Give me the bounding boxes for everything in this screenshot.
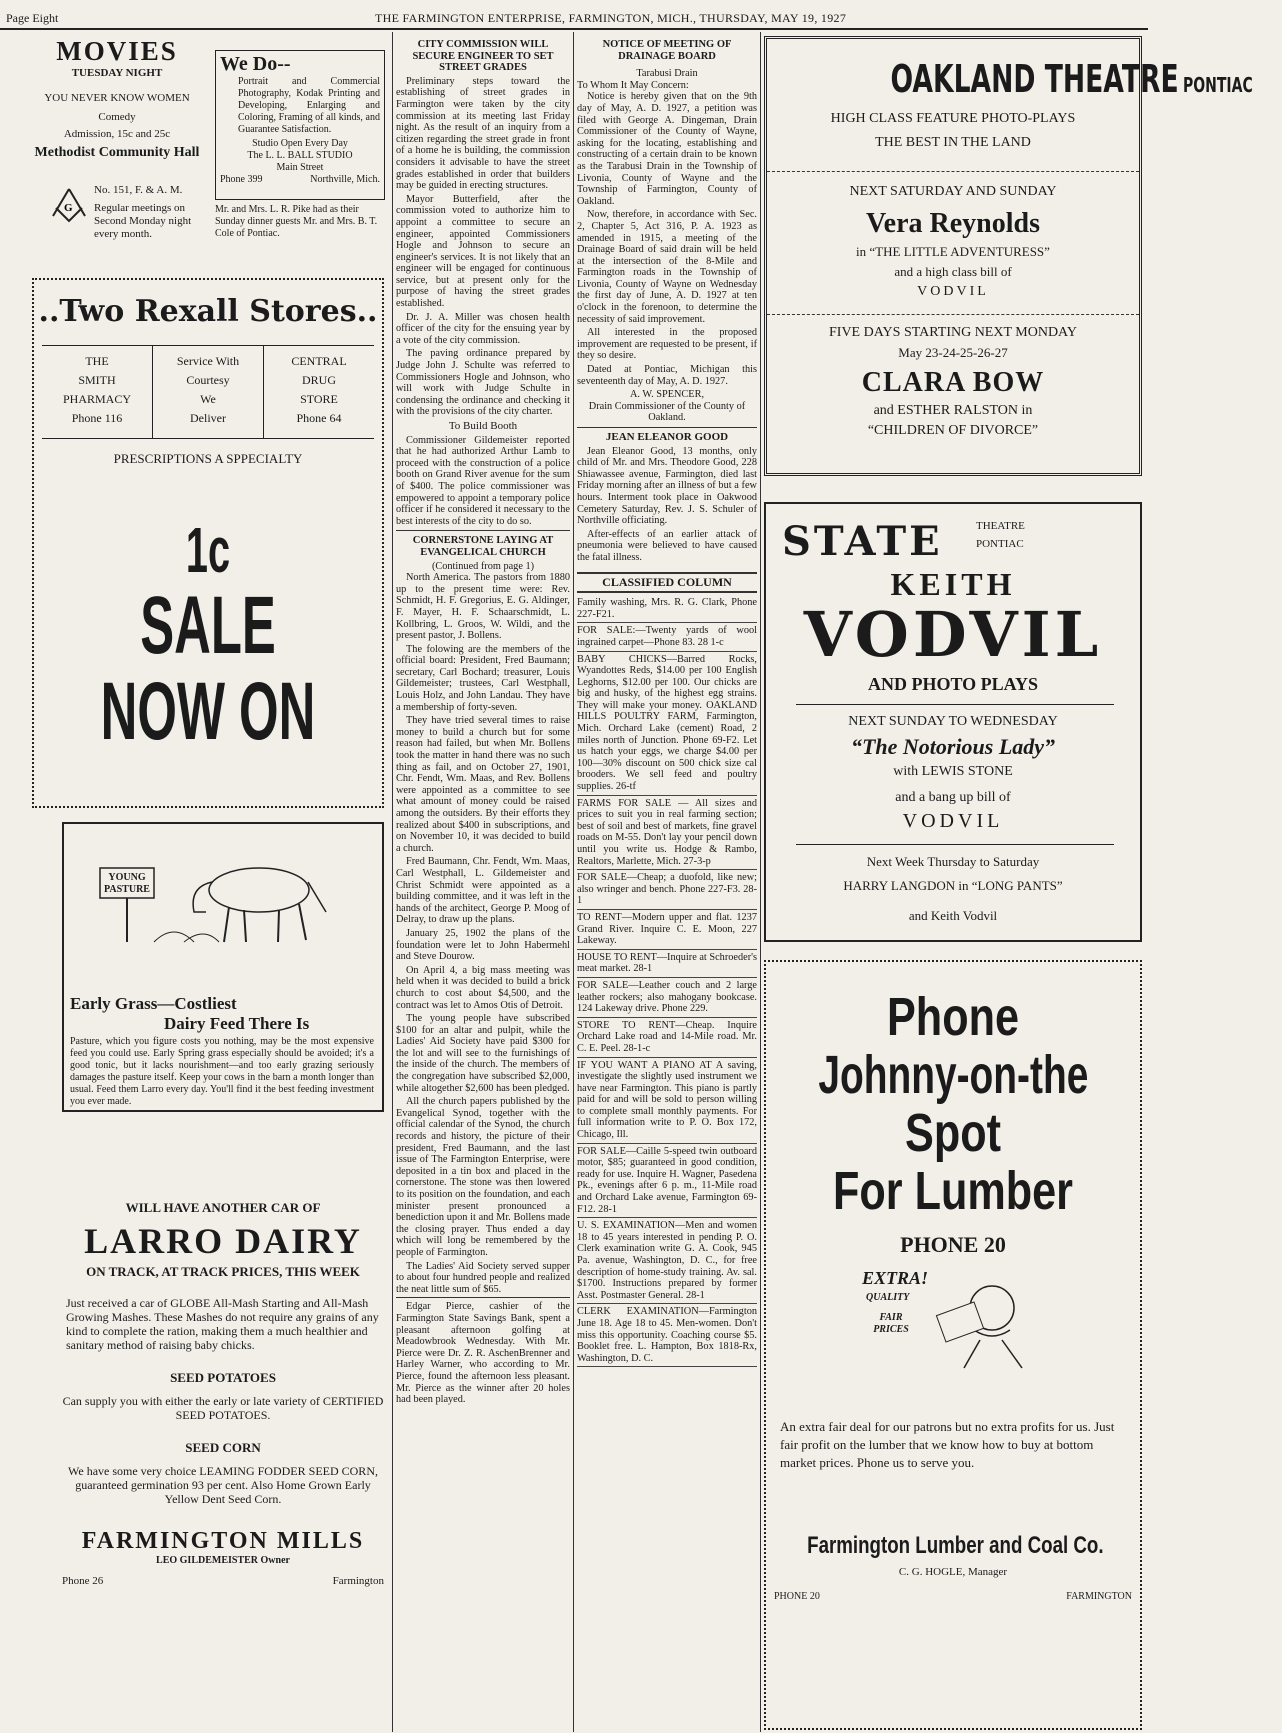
store-line: We [200, 392, 216, 406]
oakland-and: and ESTHER RALSTON in [873, 403, 1033, 418]
divider [796, 704, 1114, 705]
commission-para: Mayor Butterfield, after the commission voted to authorize him to appoint a committee to secure an engineer, appointed Commissioners Hogle and Johnson to secure an engineer's services. It is not likely that an engineer will be engaged for continuous service, but at present only for the purpose of having the street grades established. [396, 193, 570, 310]
state-keith2: and Keith Vodvil [908, 908, 998, 923]
rexall-spec: PRESCRIPTIONS A SPPECIALTY [113, 451, 303, 466]
classified-item: Family washing, Mrs. R. G. Clark, Phone 227-F21. [577, 595, 757, 623]
oakland-five: FIVE DAYS STARTING NEXT MONDAY [767, 314, 1139, 341]
lumber-word: Spot [905, 1103, 1001, 1163]
lumber-mgr: C. G. HOGLE, Manager [898, 1566, 1008, 1578]
pasture-sign: YOUNG PASTURE [104, 872, 150, 895]
oakland-theatre-ad [764, 36, 1253, 476]
central-drug-store [264, 346, 374, 438]
booth-para: Commissioner Gildemeister reported that he had authorized Arthur Lamb to proceed with the construction of a police booth on Grand River avenue for the sum of $400. The police commissioner was empowered to appoint a temporary police officer if he considered it necessary to the best interests of the city to do so. [396, 434, 570, 527]
page-number: Page Eight [6, 11, 59, 25]
store-line: Phone 64 [296, 411, 342, 425]
church-para: The Ladies' Aid Society served supper to about four hundred people and realized the neat little sum of $65. [396, 1260, 570, 1295]
drain-para: Now, therefore, in accordance with Sec. 2, Chapter 5, Act 316, P. A. 1923 as amended in 1915, a meeting of the Drainage Board of said drain will be held at the intersection of the 8-Mile and Farmington roads in the Township of Livonia, County of Wayne on Wednesday the first day of June, A. D. 1927 at ten o'clock in the forenoon, to determine the necessity of said improvement. [577, 209, 757, 325]
church-para: All the church papers published by the Evangelical Synod, together with the official calendar of the Synod, the church records and history, the picture of their president, Fred Baumann, and the last issue of The Farmington Enterprise, were deposited in a tin box and placed in the cornerstone. The stone was then lowered to its position on the foundation, and each minister present pronounced a benediction upon it and Mr. Bollens made the closing prayer. Thus ended a day which will long be remembered by the people of Farmington. [396, 1096, 570, 1258]
church-para: They have tried several times to raise money to build a church but for some reason had failed, but when Mr. Bollens took the matter in hand there was no such thing as fail, and on October 27, 1901, Chr. Fendt, Wm. Maas, and Rev. Bollens were appointed as a committee to see what amount of money could be raised among the outsiders. By their efforts they realized about $400 in subscriptions, and on November 10, it was decided to build a church. [396, 715, 570, 854]
store-line: SMITH [78, 373, 116, 387]
oakland-bill: and a high class bill of [894, 264, 1012, 279]
store-line: STORE [300, 392, 338, 406]
social-note: Mr. and Mrs. L. R. Pike had as their Sunday dinner guests Mr. and Mrs. B. T. Cole of Pontiac. [215, 204, 378, 239]
store-line: Deliver [190, 411, 226, 425]
drain-sign1: A. W. SPENCER, [629, 389, 705, 401]
lumber-name-row [766, 1532, 1140, 1560]
classified-item: TO RENT—Modern upper and flat. 1237 Grand River. Inquire C. E. Moon, 227 Lakeway. [577, 910, 757, 950]
grass-body: Pasture, which you figure costs you nothing, may be the most expensive feed you could use. Early Spring grass especially should be avoided; it's a good tonic, but it lacks nourishment—and too early grazing seriously damages the pasture itself. Keep your cows in the barn a month longer than usual. Feed them Larro every day. You'll find it the best feeding investment you ever made. [70, 1036, 374, 1107]
store-line: Service With [176, 354, 240, 368]
masonic-icon [50, 186, 88, 224]
commission-para: Preliminary steps toward the establishing of street grades in Farmington were taken by the city commission at its meeting last Friday night. As the result of an inquiry from a citizen regarding the street grade in front of a home he is building, the commission considers it advisable to have the street grades established in order that builders may be guided in erecting structures. [396, 75, 570, 192]
sale-1c: 1c [185, 514, 231, 586]
classified-item: HOUSE TO RENT—Inquire at Schroeder's meat market. 28-1 [577, 950, 757, 978]
classified-item: STORE TO RENT—Cheap. Inquire Orchard Lake road and 14-Mile road. Mr. C. E. Peel. 28-1-c [577, 1018, 757, 1058]
drain-to: To Whom It May Concern: [577, 79, 689, 91]
lodge-notice [50, 180, 210, 260]
classified-item: BABY CHICKS—Barred Rocks, Wyandottes Reds, $14.00 per 100 English Leghorns, $12.00 per 100. Our chicks are big and husky, of the highest egg strains. They will make your money. OAKLAND HILLS POULTRY FARM, Farmington, Mich. Orchard Lake (cement) Road, 2 miles north of Junction. Phone 69-F2. Let us hatch your eggs, we charge $4.00 per 100—30% discount on 500 chick size cal brooders. We sell feed and poultry supplies. 26-tf [577, 652, 757, 796]
rexall-ad [32, 278, 384, 808]
classified-head: CLASSIFIED COLUMN [577, 572, 757, 594]
lodge-line2: Regular meetings on Second Monday night every month. [94, 202, 192, 240]
state-with: with LEWIS STONE [893, 764, 1013, 779]
lumber-word: Johnny-on-the [818, 1045, 1089, 1105]
drain-sub: Tarabusi Drain [636, 68, 698, 80]
church-para: On April 4, a big mass meeting was held when it was decided to build a brick church to cost about $4,500, and the contract was let to Amos Otis of Detroit. [396, 964, 570, 1011]
news-column-2 [396, 36, 570, 1730]
potato-body: Can supply you with either the early or late variety of CERTIFIED SEED POTATOES. [62, 1394, 384, 1422]
state-langdon: HARRY LANGDON in “LONG PANTS” [843, 878, 1063, 893]
service-note [153, 346, 264, 438]
classified-item: FOR SALE—Leather couch and 2 large leather rockers; also mahogany bookcase. 124 Lakeway drive. Phone 229. [577, 978, 757, 1018]
lumber-name: Farmington Lumber and Coal Co. [807, 1532, 1104, 1559]
oakland-city: PONTIAC [1182, 73, 1253, 97]
obit-body2: After-effects of an earlier attack of pneumonia were believed to have caused the fatal illness. [577, 528, 757, 563]
potato-head: SEED POTATOES [170, 1370, 276, 1385]
classified-item: U. S. EXAMINATION—Men and women 18 to 45 years interested in pending P. O. Clerk examination write G. A. Cook, 945 Pa. avenue, Washington, D. C., for free description of home-study training. Av. sal. $1700. Instructions prepared by former Asst. Postmaster General. 28-1 [577, 1218, 757, 1304]
classified-item: CLERK EXAMINATION—Farmington June 18. Age 18 to 45. Men-women. Don't miss this opportunity. Coaching course $5. Booklet free. L. Hampton, Box 1818-Rx, Washington, D. C. [577, 1304, 757, 1367]
classified-item: FARMS FOR SALE — All sizes and prices to suit you in real farming section; best of soil and best of markets, fine gravel roads on M-55. Don't lay your pencil down until you write us. Hodge & Rambo, Realtors, Marlette, Mich. 27-3-p [577, 796, 757, 871]
studio-name: The L. L. BALL STUDIO [247, 150, 353, 161]
page-header [0, 0, 1148, 30]
lodge-line1: No. 151, F. & A. M. [94, 184, 183, 196]
lumber-l1 [766, 986, 1140, 1048]
state-bang: and a bang up bill of [895, 790, 1011, 805]
state-vodvil: VODVIL [803, 598, 1103, 671]
movies-title: MOVIES [56, 36, 178, 66]
oakland-film2: “CHILDREN OF DIVORCE” [867, 423, 1039, 438]
classified-item: IF YOU WANT A PIANO AT A saving, investigate the slightly used instrument we have near Farmington. This piano is partly paid for and will be sold to person willing to complete small monthly payments. For full information write to P. O. Box 172, Chicago, Ill. [577, 1058, 757, 1144]
church-para: Edgar Pierce, cashier of the Farmington State Savings Bank, spent a pleasant afternoon golfing at Meadowbrook Wednesday. With Mr. Pierce were Dr. Z. R. AschenBrenner and Harley Warner, who according to Mr. Pierce, found the afternoon less pleasant. Mr. Pierce as the winner after 20 holes had been played. [396, 1297, 570, 1405]
oakland-film: in “THE LITTLE ADVENTURESS” [856, 244, 1050, 259]
oakland-title: OAKLAND THEATRE [890, 57, 1179, 101]
corn-body: We have some very choice LEAMING FODDER SEED CORN, guaranteed germination 93 per cent. Also Home Grown Early Yellow Dent Seed Corn. [68, 1464, 378, 1506]
state-week: Next Week Thursday to Saturday [866, 854, 1040, 869]
studio-title: We Do-- [220, 53, 291, 75]
movies-ad [22, 36, 212, 166]
church-para: North America. The pastors from 1880 up to the present time were: Rev. Schmidt, H. F. Gregorius, E. G. Aldinger, F. Mayer, H. F. Schaarschmidt, L. Kollbring, L. Groos, W. Wildi, and the present pastor, J. Bollens. [396, 572, 570, 642]
lumber-quality: QUALITY [866, 1292, 910, 1303]
grass-head2: Dairy Feed There Is [164, 1014, 310, 1033]
drain-head: NOTICE OF MEETING OF DRAINAGE BOARD [602, 39, 732, 62]
commission-head: CITY COMMISSION WILL SECURE ENGINEER TO SET STREET GRADES [412, 39, 554, 74]
movies-admission: Admission, 15c and 25c [63, 128, 171, 140]
mills-owner: LEO GILDEMEISTER Owner [156, 1555, 290, 1566]
rexall-stores [42, 345, 374, 439]
masthead: THE FARMINGTON ENTERPRISE, FARMINGTON, MICH., THURSDAY, MAY 19, 1927 [375, 11, 847, 25]
oakland-star: Vera Reynolds [866, 208, 1040, 239]
studio-street: Main Street [276, 162, 324, 173]
mills-will: WILL HAVE ANOTHER CAR OF [125, 1200, 321, 1215]
state-vodvil2: VODVIL [902, 810, 1004, 832]
sale-word: SALE [140, 580, 276, 671]
news-column-3 [577, 36, 757, 1730]
store-line: CENTRAL [291, 354, 347, 368]
state-film: “The Notorious Lady” [850, 734, 1056, 759]
rexall-title: ..Two Rexall Stores.. [38, 294, 378, 329]
svg-text:G: G [64, 202, 73, 214]
state-theatre-ad [764, 502, 1142, 942]
grass-head1: Early Grass—Costliest [70, 994, 237, 1013]
store-line: THE [85, 354, 109, 368]
church-cont: (Continued from page 1) [431, 560, 535, 572]
divider [796, 844, 1114, 845]
column-rule [760, 32, 761, 1732]
lumber-p20: PHONE 20 [774, 1591, 820, 1602]
booth-head: To Build Booth [448, 420, 518, 432]
lumber-ad [764, 960, 1142, 1730]
oakland-next: NEXT SATURDAY AND SUNDAY [767, 171, 1139, 200]
larro-grass-ad [62, 822, 384, 1112]
drain-sign2: Drain Commissioner of the County of Oakland. [588, 400, 746, 424]
obit-head: JEAN ELEANOR GOOD [577, 427, 757, 444]
oakland-dates: May 23-24-25-26-27 [898, 345, 1008, 360]
church-head: CORNERSTONE LAYING AT EVANGELICAL CHURCH [396, 530, 570, 558]
farmington-mills-ad [62, 1200, 384, 1640]
corn-head: SEED CORN [185, 1440, 261, 1455]
movies-film: YOU NEVER KNOW WOMEN [44, 92, 190, 104]
mills-track: ON TRACK, AT TRACK PRICES, THIS WEEK [86, 1264, 360, 1279]
store-line: Phone 116 [71, 411, 123, 425]
mills-globe: Just received a car of GLOBE All-Mash Starting and All-Mash Growing Mashes. These Mashes do not require any grains of any kind to complete the ration, making them a much healthier and sanitary method of raising baby chicks. [66, 1296, 379, 1352]
rexall-big [34, 514, 382, 757]
studio-body: Portrait and Commercial Photography, Kodak Printing and Developing, Enlarging and Coloring, Framing of all kinds, and Guarantee Satisfaction. [238, 76, 380, 135]
studio-town: Northville, Mich. [310, 174, 380, 185]
oakland-tag2: THE BEST IN THE LAND [875, 135, 1031, 150]
lumber-l2 [766, 1044, 1140, 1106]
state-title: STATE [782, 518, 943, 565]
studio-phone: Phone 399 [220, 174, 263, 185]
lumber-l3 [766, 1102, 1140, 1164]
classified-item: FOR SALE—Cheap; a duofold, like new; also wringer and bench. Phone 227-F3. 28-1 [577, 870, 757, 910]
movies-sub: TUESDAY NIGHT [71, 67, 163, 79]
lumber-town: FARMINGTON [1066, 1591, 1132, 1602]
store-line: PHARMACY [62, 392, 131, 406]
church-para: The young people have subscribed $100 for an altar and pulpit, while the Ladies' Aid Society have paid $300 for the lot and will see to the furnishings of the inside of the church. The members of the congregation have subscribed $2,000, while altogether $2,600 has been pledged. [396, 1013, 570, 1094]
drain-para: Notice is hereby given that on the 9th day of May, A. D. 1927, a petition was filed with George A. Dingeman, Drain Commissioner of the County of Wayne, asking for the locating, establishing and constructing of a certain drain to be known as the Tarabusi Drain in the Township of Livonia, County of Wayne and the Township of Farmington, County of Oakland. [577, 91, 757, 207]
movies-venue: Methodist Community Hall [34, 145, 200, 160]
commission-para: Dr. J. A. Miller was chosen health officer of the city for the ensuing year by a vote of the city commission. [396, 311, 570, 346]
lumber-deal: An extra fair deal for our patrons but no extra profits for us. Just fair profit on the lumber that we know how to buy at bottom market prices. Phone us to serve you. [780, 1419, 1115, 1470]
commission-para: The paving ordinance prepared by Judge John J. Schulte was referred to Commissioners Hogle and Johnson, who will work with Judge Schulte in condensing the ordinance and checking it with the provisions of the city charter. [396, 348, 570, 418]
lumber-fair: FAIR PRICES [873, 1312, 909, 1335]
smith-pharmacy [42, 346, 153, 438]
church-para: Fred Baumann, Chr. Fendt, Wm. Maas, Carl Westphall, L. Gildemeister and Christ Schmidt were appointed as a building committee, and it was left in the hands of the architect, George P. Moog of Delray, to draw up the plans. [396, 856, 570, 926]
mills-town: Farmington [332, 1575, 384, 1587]
movies-genre: Comedy [98, 111, 136, 123]
sale-now-on: NOW ON [100, 666, 316, 757]
state-city: PONTIAC [976, 538, 1024, 550]
store-line: Courtesy [186, 373, 230, 387]
studio-open: Studio Open Every Day [252, 138, 348, 149]
oakland-tag1: HIGH CLASS FEATURE PHOTO-PLAYS [830, 111, 1076, 126]
lumber-l4 [766, 1160, 1140, 1222]
mills-larro: LARRO DAIRY [84, 1221, 362, 1261]
classified-item: FOR SALE:—Twenty yards of wool ingrained carpet—Phone 83. 28 1-c [577, 623, 757, 651]
column-rule [573, 32, 574, 1732]
drain-para: All interested in the proposed improvement are requested to be present, if they so desire. [577, 327, 757, 362]
lumber-extra: EXTRA! [862, 1268, 929, 1288]
drain-para: Dated at Pontiac, Michigan this seventeenth day of May, A. D. 1927. [577, 364, 757, 387]
lumber-phone: PHONE 20 [900, 1232, 1006, 1257]
studio-ad [215, 50, 385, 200]
lumber-word: Phone [886, 987, 1019, 1047]
oakland-title-row [767, 57, 1253, 101]
state-keith: KEITH [890, 566, 1016, 602]
classified-item: FOR SALE—Caille 5-speed twin outboard motor, $85; guaranteed in good condition, ready for use. Inquire H. Wagner, Pasedena Pk., evenings after 6 p. m., 11-Mile road and Orchard Lake avenue, Farmington 69-F12. 28-1 [577, 1144, 757, 1219]
oakland-vodvil: VODVIL [917, 284, 989, 299]
cow-illustration [94, 842, 334, 952]
column-rule [392, 32, 393, 1732]
church-para: January 25, 1902 the plans of the foundation were let to John Habermehl and Steve Dourow. [396, 927, 570, 963]
obit-body: Jean Eleanor Good, 13 months, only child of Mr. and Mrs. Theodore Good, 228 Shiawassee avenue, Farmington, died last Friday morning after an illness of but a few hours. Interment took place in Oakwood Cemetery Saturday, Rev. J. S. Schuler of Northville officiating. [577, 445, 757, 527]
state-theatre-word: THEATRE [976, 520, 1025, 532]
church-para: The folowing are the members of the official board: President, Fred Baumann; secretary, Carl Bochard; treasurer, Louis Gildemeister; trustees, Carl Westphall, Louis Holz, and John Landau. They have a membership of forty-seven. [396, 643, 570, 713]
state-photo: AND PHOTO PLAYS [867, 674, 1039, 694]
lumber-word: For Lumber [832, 1161, 1073, 1221]
mills-name: FARMINGTON MILLS [81, 1528, 365, 1554]
mills-phone: Phone 26 [62, 1575, 104, 1587]
lumber-illustration [766, 1268, 1140, 1378]
oakland-star2: CLARA BOW [861, 367, 1045, 398]
state-next: NEXT SUNDAY TO WEDNESDAY [848, 714, 1058, 729]
store-line: DRUG [301, 373, 336, 387]
